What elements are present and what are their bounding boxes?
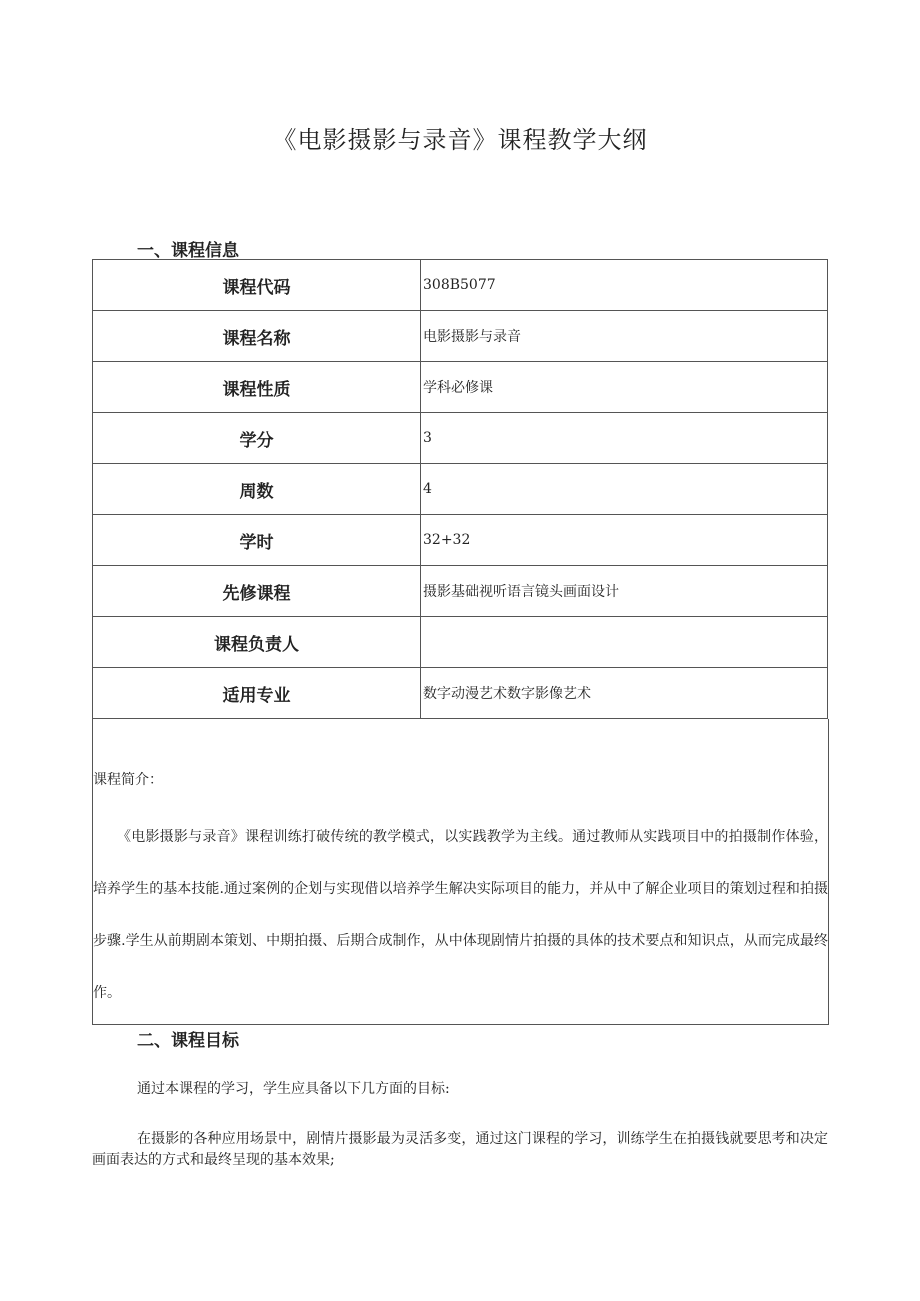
goals-paragraph-1: 通过本课程的学习，学生应具备以下几方面的目标: [137,1081,450,1097]
table-row [93,464,828,515]
row-value: 4 [421,464,828,515]
goals-paragraph-2: 在摄影的各种应用场景中，剧情片摄影最为灵活多变，通过这门课程的学习，训练学生在拍摄钱就要思考和决定画面表达的方式和最终呈现的基本效果; [92,1131,828,1168]
row-label: 学分 [93,413,421,464]
table-row [93,617,828,668]
row-value: 学科必修课 [421,362,828,413]
row-value: 3 [421,413,828,464]
row-label: 课程代码 [93,260,421,311]
row-label: 课程负责人 [93,617,421,668]
row-label: 学时 [93,515,421,566]
row-label: 先修课程 [93,566,421,617]
table-row [93,413,828,464]
row-value: 电影摄影与录音 [421,311,828,362]
row-label: 课程性质 [93,362,421,413]
course-intro-box [92,719,829,1025]
table-row [93,515,828,566]
course-info-table [92,259,828,719]
table-row [93,260,828,311]
table-row [93,362,828,413]
row-label: 周数 [93,464,421,515]
table-row [93,566,828,617]
row-label: 课程名称 [93,311,421,362]
section-heading-course-info: 一、课程信息 [137,241,239,261]
row-value: 308B5077 [421,260,828,311]
section-heading-course-goals: 二、课程目标 [137,1031,239,1051]
course-intro-label: 课程简介： [93,772,163,788]
row-value: 32+32 [421,515,828,566]
row-value: 数字动漫艺术数字影像艺术 [421,668,828,719]
row-value: 摄影基础视听语言镜头画面设计 [421,566,828,617]
document-title: 《电影摄影与录音》课程教学大纲 [272,126,648,154]
row-label: 适用专业 [93,668,421,719]
table-row [93,668,828,719]
table-row [93,311,828,362]
course-intro-text: 《电影摄影与录音》课程训练打破传统的教学模式，以实践教学为主线。通过教师从实践项目中的拍摄制作体验，培养学生的基本技能.通过案例的企划与实现借以培养学生解决实际项目的能力，并从中了解企业项目的策划过程和拍摄步骤.学生从前期剧本策划、中期拍摄、后期合成制作，从中体现剧情片拍摄的具体的技术要点和知识点，从而完成最终作。 [93,829,828,1001]
row-value [421,617,828,668]
